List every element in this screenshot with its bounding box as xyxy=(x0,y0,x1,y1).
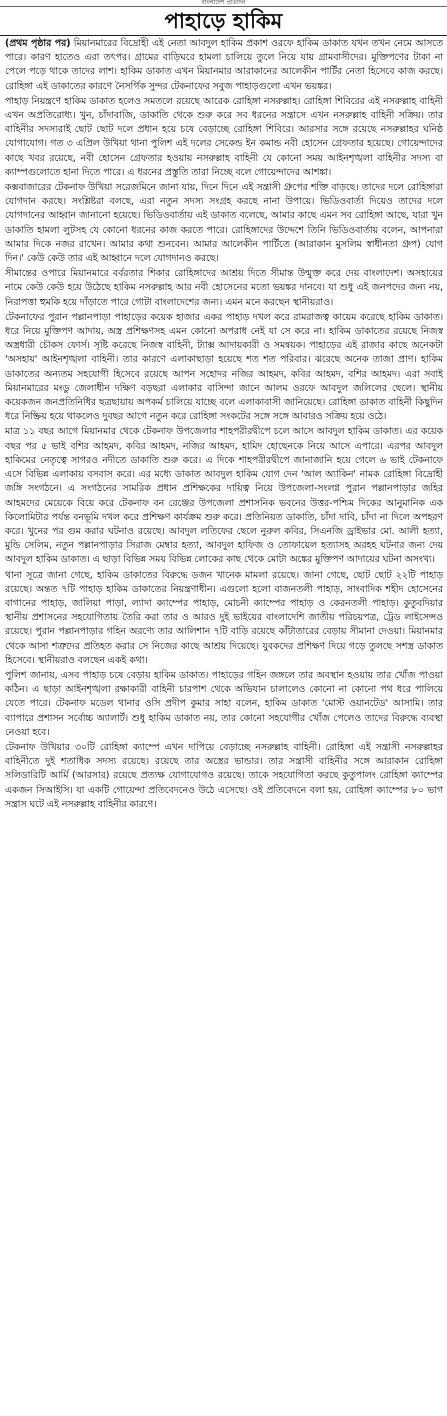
paragraph-2: পাহাড় নিয়ন্ত্রণে হাকিম ডাকাত হলেও সমতলে রয়েছে আরেক রোহিঙ্গা নসরুল্লাহ। রোহিঙ্গা শিবিরের এই নসরুল্লাহ বাহিনী এখন অপ্রতিরোধ্য। খুন, চাঁদাবাজি, ডাকাতি থেকে শুরু করে সব ধরনের সন্ত্রাসে এখন নসরুল্লাহ বাহিনী সক্রিয়। তার বাহিনীর সদস্যরাই ছোট ছোট দলে প্রধান হয়ে চষে বেড়াচ্ছে রোহিঙ্গা শিবিরে। আরসার সঙ্গে রয়েছে নসরুল্লাহর ঘনিষ্ঠ যোগাযোগ। গত ৩ এপ্রিল উখিয়া থানা পুলিশ এই দলের সেকেন্ড ইন কমান্ড নবী হোসেন গ্রেফতার হয়েছে। গোয়েন্দাদের কাছে খবর রয়েছে, নবী হোসেন গ্রেফতার হওয়ায় নসরুল্লাহ বাহিনী যে কোনো সময় আইনশৃঙ্খলা বাহিনীর সদস্য বা ক্যাম্পগুলোতে হানা দিতে পারে। এ ধরনের প্রস্তুতি তারা নিচ্ছে বলে গোয়েন্দাদের আশঙ্কা। xyxy=(5,95,443,178)
paragraph-4: সীমান্তের ওপারে মিয়ানমারে বর্বরতার শিকার রোহিঙ্গাদের আশ্রয় দিতে সীমান্ত উন্মুক্ত করে দেয় বাংলাদেশ। অসহায়ের নামে কেউ কেউ হয়ে উঠেছে হাকিম নসরুল্লাহ আর নবী হোসেনের মতো ভয়ঙ্কর দানবে। যা শুধু এই জনপদের জন্য নয়, নিরাপত্তা হুমকি হয়ে দাঁড়াতে পারে গোটা বাংলাদেশের জন্য। এমন মনে করছেন স্থানীয়রাও। xyxy=(5,268,443,308)
paragraph-1 xyxy=(5,37,443,94)
paragraph-9: টেকনাফ উখিয়ার ৩০টি রোহিঙ্গা ক্যাম্পে এখন দাপিয়ে বেড়াচ্ছে নসরুল্লাহ বাহিনী। রোহিঙ্গা এই সন্ত্রাসী নসরুল্লাহর বাহিনীতে দুই শতাধিক সদস্য রয়েছে। রয়েছে তার অস্ত্রের ভান্ডার। তার সন্ত্রাসী বাহিনীর সঙ্গে আরাকান রোহিঙ্গা সলিডারিটি আর্মি (আরসার) রয়েছে প্রত্যক্ষ যোগাযোগও রয়েছে। তাকে সহযোগিতা করছে কুতুপালং রোহিঙ্গা ক্যাম্পের একজন সিআইসি। যা একটি গোয়েন্দা প্রতিবেদনেও উঠে এসেছে। ওই প্রতিবেদনে বলা হয়, রোহিঙ্গা ক্যাম্পের ৮০ ভাগ সন্ত্রাস ঘটে এই নসরুল্লাহ বাহিনীর কারণে। xyxy=(5,741,443,810)
article-body xyxy=(0,36,447,812)
paragraph-5: টেকনাফের পুরান পল্লানপাড়া পাহাড়ের কয়েক হাজার একর পাহাড় দখল করে রামরাজত্ব কায়েম করেছে হাকিম ডাকাত। ধরে নিয়ে মুক্তিপণ আদায়, অস্ত্র প্রশিক্ষণসহ এমন কোনো অপরাধ নেই যা সে করে না। হাকিম ডাকাতের রয়েছে নিজস্ব অস্ত্রধারী চৌকস ফোর্স। সৃষ্টি করেছে নিজস্ব বাহিনী, ট্যাক্স আদায়কারী ও সমন্বয়ক। পাহাড়ের এই রাজার কাছে অনেকটা 'অসহায়' আইনশৃঙ্খলা বাহিনী। তার কারণে এলাকাছাড়া হয়েছে শত শত পরিবার। ঝরেছে অনেক তাজা প্রাণ। হাকিম ডাকাতের অন্যতম সহযোগী হিসেবে রয়েছে আপন সহোদর নজির আহমদ, কবির আহমদ, বশির আহমদ। এরা সবাই মিয়ানমারের মংডু জেলাধীন দক্ষিণ বড়ছরা এলাকার বাসিন্দা জানে আলম ওরফে আবদুল জলিলের ছেলে। স্থানীয় কয়েকজন জনপ্রতিনিধির ছত্রছায়ায় অপকর্ম চালিয়ে যাচ্ছে বলে এলাকাবাসী জানিয়েছে। রোহিঙ্গা ডাকাত বাহিনী কিছুদিন ধরে নিষ্ক্রিয় হয়ে থাকলেও দুবছর আগে নতুন করে রোহিঙ্গা সংকটের সঙ্গে সঙ্গে আবারও সক্রিয় হয়ে ওঠে। xyxy=(5,311,443,423)
paragraph-8: পুলিশ জানায়, এসব পাহাড় চষে বেড়ায় হাকিম ডাকাত। পাহাড়ের গহিন জঙ্গলে তার অবস্থান হওয়ায় তার খোঁজ পাওয়া কঠিন। এ ছাড়া আইনশৃঙ্খলা রক্ষাকারী বাহিনী চারপাশ থেকে অভিযান চালালেও কোনো না কোনো পথ ধরে পালিয়ে যেতে পারে। টেকনাফ মডেল থানার ওসি প্রদীপ কুমার সাহা বলেন, হাকিম ডাকাত 'মোস্ট ওয়ানটেড' আসামি। তার ব্যাপারে প্রশাসন সর্বোচ্চ অ্যালার্ট। শুধু হাকিম ডাকাত নয়, তার কোনো সহযোগীর খোঁজ পেলেও তাদের বিরুদ্ধে ব্যবস্থা নেওয়া হবে। xyxy=(5,669,443,738)
paragraph-1-text: মিয়ানমারের বিদ্রোহী এই নেতা আবদুল হাকিম প্রকাশ ওরফে হাকিম ডাকাত যখন তখন নেমে আসতে পারে। কারণ হাতেও এরা তৎপর। গ্রামের বাড়িঘরে হামলা চালিয়ে তুলে নিয়ে যায় গ্রামবাসীদের। মুক্তিপণের টাকা না পেলে পড়ে থাকে তাদের লাশ। হাকিম ডাকাত এখন মিয়ানমার আরাকানের আলেকীন পার্টির নেতা হিসেবে কাজ করছে। রোহিঙ্গা এই ডাকাতের কারণে নৈসর্গিক সুন্দর টেকনাফের সবুজ পাহাড়গুলো এখন ভয়ঙ্কর। xyxy=(5,38,444,92)
headline: পাহাড়ে হাকিম xyxy=(0,8,447,36)
paragraph-6: মাত্র ১১ বছর আগে মিয়ানমার থেকে টেকনাফ উপজেলার শাহপরীরদ্বীপে চলে আসে আবদুল হাকিম ডাকাত। এর কয়েক বছর পর ৫ ভাই বশির আহমদ, কবির আহমদ, নজির আহমদ, হামিদ হোছেনকে নিয়ে আসে এপারে। এরপর আবদুল হাকিমের নেতৃত্বে সাগরও নদীতে ডাকাতি শুরু করে। এ দিকে শাহপরীরদ্বীপে জানাজানি হয়ে গেলে ৬ ভাই টেকনাফে এসে বিভিন্ন এলাকায় বসবাস করে। এর মধ্যে ডাকাত আবদুল হাকিম যোগ দেন 'আল অ্যাকিন' নামক রোহিঙ্গা বিদ্রোহী জঙ্গি সংগঠনে। এ সংগঠনের সামরিক প্রধান প্রশিক্ষকের দায়িত্ব নিয়ে উপজেলা-সংলগ্ন পুরান পল্লানপাড়ার জহির আহমদের মেয়েকে বিয়ে করে টেকনাফ বন রেঞ্জের উপজেলা প্রশাসনিক ভবনের উত্তর-পশ্চিম দিকের আনুমানিক এক কিলোমিটার পর্যন্ত বনভূমি দখল করে প্রশিক্ষণ কার্যক্রম শুরু করে। প্রতিনিয়ত ডাকাতি, চাঁদা দাবি, চাঁদা না দিলে অপহরণ করে। খুনের পর গুম করার ঘটনাও রয়েছে। আবদুল লতিফের ছেলে নুরুল কবির, সিএনজি ড্রাইভার মো. আলী হত্যা, মুন্ডি সেলিম, নতুন পল্লানপাড়ার সিরাজ মেম্বার হত্যা, আবদুল হাফিজ ও তোফায়েল হত্যাসহ অরহহ ঘটনার জন্য দেয় আবদুল হাকিম ডাকাত। এ ছাড়া বিভিন্ন সময় বিভিন্ন লোকের কাছ থেকে মোটা অঙ্কের মুক্তিপণ আদায়ের ঘটনা অসংখ্য। xyxy=(5,426,443,566)
top-strip: বাংলাদেশ প্রতিদিন xyxy=(0,0,447,7)
paragraph-3: কক্সবাজারের টেকনাফ উখিয়া সরেজমিনে জানা যায়, দিনে দিনে এই সন্ত্রাসী গ্রুপের শক্তি বাড়ছে। তাদের দলে রোহিঙ্গারা যোগদান করছে। সংশ্লিষ্টরা বলছে, এরা নতুন সদস্য সংগ্রহ করছে নানা উপায়ে। ভিডিওবার্তা দিয়েও তাদের দলে যোগদানের আহ্বান জানানো হয়েছে। ভিডিওবার্তায় এই ডাকাত বলেছে, আমার কাছে এমন সব রোহিঙ্গা আছে, যারা খুন ডাকাতি হামলা লুটসহ যে কোনো ধরনের কাজ করতে পারে। রোহিঙ্গাদের উদ্দেশে তিনি ভিডিওবার্তায় বলেন, আপনারা আমার দিকে নজর রাখেন। আমার কথা শুনবেন। আমার আলেকীন পার্টিতে (আরাকান মুসলিম স্বাধীনতা গ্রুপ) যোগ দিন।' কেউ কেউ তার এই আহ্বানে দলে যোগদানও করছে। xyxy=(5,182,443,265)
paragraph-7: থানা সূত্রে জানা গেছে, হাকিম ডাকাতের বিরুদ্ধে ডজন খানেক মামলা রয়েছে। জানা গেছে, ছোট ছোট ২২টি পাহাড় রয়েছে। অন্তত ৭টি পাহাড় হাকিম ডাকাতের নিয়ন্ত্রণাধীন। এগুলো হলো বাজনতলী পাহাড়, সাংবাদিক শহীদ হোসেনের বাগানের পাহাড়, জালিয়া পাড়া, ল্যাদা ক্যাম্পের পাহাড়, মোচনী ক্যাম্পের পাহাড় ও কেরনতলী পাহাড়। কুতুবদিয়ার স্থানীয় প্রশাসনের সহযোগিতায় তৈরি করা তার ও আরও দুই ভাইয়ের বাংলাদেশি জাতীয় পরিচয়পত্র, ট্রেড লাইসেন্সও রয়েছে। পুরান পল্লানপাড়ার গহিন অরণ্যে তার আলিশান ৭টি বাড়ি রয়েছে কাঁটাতারের বেড়ায় সীমানা দেওয়া। মিয়ানমার থেকে আসা শত্রুদের প্রতিহত করার সে নিজের কাছে আশ্রয় দিয়েছে। যুবকদের প্রশিক্ষণ দিয়ে গড়ে তুলছে সশস্ত্র ডাকাত হিসেবে। স্থানীয়রাও বলছেন একই কথা। xyxy=(5,569,443,666)
lead-tag: (প্রথম পৃষ্ঠার পর) xyxy=(5,38,71,49)
